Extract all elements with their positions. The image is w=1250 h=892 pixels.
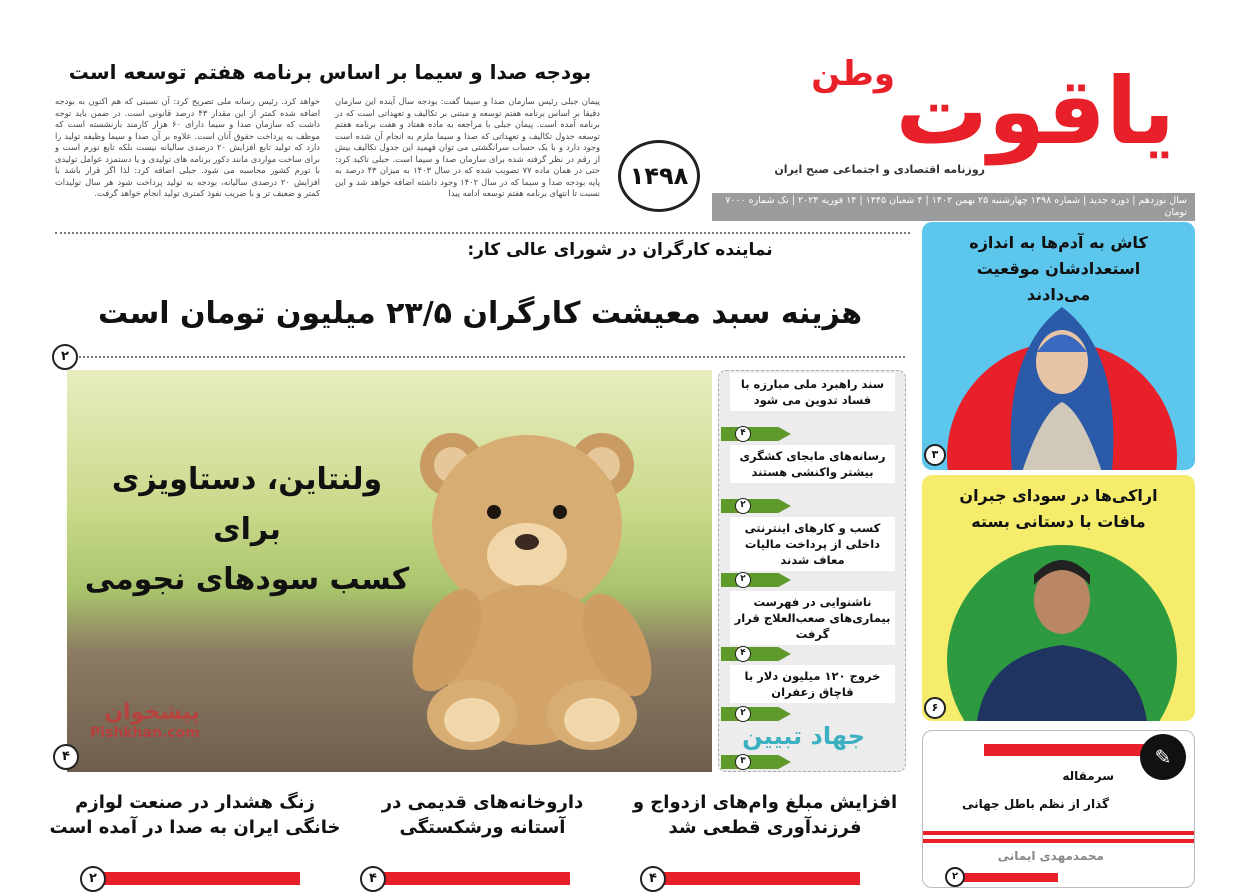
red-stripe [660, 872, 860, 885]
bottom-headline[interactable]: زنگ هشدار در صنعت لوازم خانگی ایران به صدا در آمده است [49, 792, 341, 838]
watermark [90, 700, 200, 741]
divider [75, 356, 905, 358]
logo-text: یاقوت [895, 58, 1175, 165]
bottom-headline[interactable]: افزایش مبلغ وام‌های ازدواج و فرزندآوری قطعی شد [632, 792, 898, 838]
pen-icon: ✎ [1140, 734, 1186, 780]
box-headline: کاش به آدم‌ها به اندازه استعدادشان موقعیت می‌دادند [969, 233, 1148, 304]
top-story-headline[interactable]: بودجه صدا و سیما بر اساس برنامه هفتم توسعه است [68, 60, 592, 84]
teddy-bear-image [402, 420, 662, 750]
red-stripe [984, 744, 1144, 756]
tagline: روزنامه اقتصادی و اجتماعی صبح ایران [774, 163, 985, 176]
page-tag [721, 647, 791, 661]
page-badge: ۴ [735, 646, 751, 662]
page-badge: ۴ [735, 426, 751, 442]
sidebar-item[interactable]: کسب و کارهای اینترنتی داخلی از پرداخت مالیات معاف شدند [730, 517, 895, 571]
page-badge: ۴ [360, 866, 386, 892]
page-badge: ۶ [924, 697, 946, 719]
sidebar-item[interactable]: رسانه‌های مابجای کشگری بیشتر واکنشی هستند [730, 445, 895, 483]
page-tag [721, 707, 791, 721]
watermark-en: Pishkhan.com [90, 725, 200, 741]
red-stripe [923, 831, 1194, 835]
page-badge: ۳ [924, 444, 946, 466]
page-badge: ۲ [945, 867, 965, 887]
top-story-column-left: خواهد کرد. رئیس رسانه ملی تصریح کرد: آن نسبتی که هم اکنون به بودجه اضافه شده کمتر از این مقدار ۴۳ درصد قانونی است. در ضمن باید توجه داشت که سازمان صدا و سیما دارای ۶۰ هزار کارمند بازنشسته است که موظف به پرداخت حقوق آنان است. علاوه بر آن صدا و سیما وظیفه تولید را دارد که تولید تابع افزایش ۲۰ درصدی سالیانه نیست بلکه تابع تورم است و برای ساخت مواردی مانند دکور برنامه های تولیدی و یا دستمزد عوامل تولیدی با تورم کشور محاسبه می شود. جبلی اضافه کرد: لذا اگر قرار باشد با افزایش ۲۰ درصدی سالیانه، بودجه به تولید پرداخت شود هر سال تولیدات کمتر و ضعیف تر و با ضریب نفوذ کمتری تولید انجام خواهد گرفت. [55, 96, 321, 198]
page-badge: ۲ [735, 572, 751, 588]
watermark-fa: پیشخوان [104, 700, 200, 725]
sidebar-item[interactable]: خروج ۱۲۰ میلیون دلار با قاچاق زعفران [730, 665, 895, 703]
page-tag [721, 755, 791, 769]
page-badge: ۲ [735, 706, 751, 722]
page-badge: ۲ [52, 344, 78, 370]
red-stripe [923, 839, 1194, 843]
newspaper-logo [730, 48, 1195, 188]
lead-headline[interactable]: هزینه سبد معیشت کارگران ۲۳/۵ میلیون تومان است [97, 296, 863, 331]
page-tag [721, 427, 791, 441]
sidebar-item[interactable]: سند راهبرد ملی مبارزه با فساد تدوین می شود [730, 373, 895, 411]
sidebar-item[interactable]: ناشنوایی در فهرست بیماری‌های صعب‌العلاج قرار گرفت [730, 591, 895, 645]
logo-sub: وطن [811, 54, 895, 94]
photo-headline-line: ولنتاین، دستاویزی برای [111, 462, 383, 547]
page-badge: ۲ [80, 866, 106, 892]
person-photo [992, 292, 1132, 470]
photo-headline [77, 455, 417, 605]
photo-headline-line: کسب سودهای نجومی [84, 562, 410, 597]
red-stripe [958, 873, 1058, 882]
editorial-label: سرمقاله [1062, 769, 1114, 783]
red-stripe [380, 872, 570, 885]
interview-box[interactable] [922, 222, 1195, 470]
editorial-author: محمدمهدی ایمانی [997, 849, 1104, 863]
page-tag [721, 573, 791, 587]
page-badge: ۴ [640, 866, 666, 892]
news-sidebar [718, 370, 906, 772]
bottom-headline[interactable]: داروخانه‌های قدیمی در آستانه ورشکستگی [381, 792, 584, 838]
issue-number: ۱۴۹۸ [618, 140, 700, 212]
editorial-title: گذار از نظم باطل جهانی [961, 797, 1109, 811]
page-badge: ۲ [735, 498, 751, 514]
box-headline: اراکی‌ها در سودای جبران مافات با دستانی بسته [959, 486, 1158, 531]
page-tag [721, 499, 791, 513]
page-badge: ۴ [53, 744, 79, 770]
red-stripe [100, 872, 300, 885]
top-story-column-right: پیمان جبلی رئیس سازمان صدا و سیما گفت: بودجه سال آینده این سازمان دقیقا بر اساس برنامه هفتم توسعه و مبتنی بر تکالیف و تعهداتی است که در برنامه آمده است. پیمان جبلی با مراجعه به ماده هفتاد و هفت برنامه هفتم توسعه جدول تکالیف و تعهداتی که صدا و سیما ملزم به انجام آن شده است وجود دارد و با یک حساب سرانگشتی می توان فهمید این جدول تکالیف بیش از رقم در نظر گرفته شده برای سازمان صدا و سیما است. جبلی تاکید کرد: حتی در همان ماده ۷۷ تصویب شده که در سال ۱۴۰۳ به میزان ۴۳ درصد به پایه بودجه صدا و سیما که در سال ۱۴۰۲ وجود داشته اضافه خواهد شد و این نسبت تا انتهای برنامه هفتم توسعه ادامه پیدا [335, 96, 601, 198]
jahad-tabyin-logo[interactable]: جهاد تبیین [742, 722, 865, 750]
divider [55, 232, 910, 234]
page-badge: ۳ [735, 754, 751, 770]
lead-kicker: نماینده کارگران در شورای عالی کار: [467, 240, 773, 260]
issue-info-bar: سال نوزدهم | دوره جدید | شماره ۱۴۹۸ چهارشنبه ۲۵ بهمن ۱۴۰۲ | ۴ شعبان ۱۴۴۵ | ۱۴ فوریه ۲۰۲۴ | تک شماره ۷۰۰۰ تومان [712, 193, 1195, 221]
sport-box[interactable] [922, 475, 1195, 721]
editorial-box[interactable] [922, 730, 1195, 888]
person-photo [977, 545, 1147, 721]
